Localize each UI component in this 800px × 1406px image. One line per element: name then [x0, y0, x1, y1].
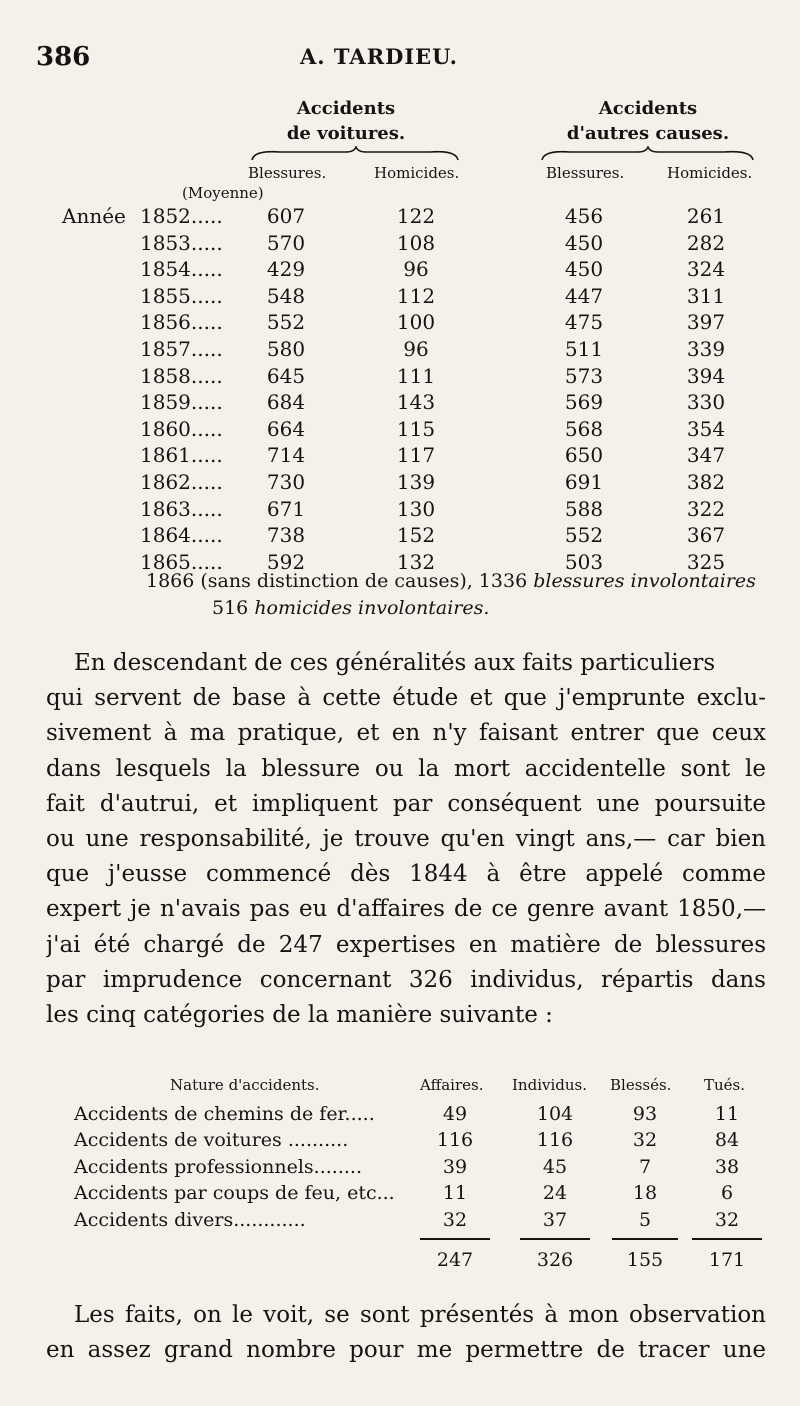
autres-blessures-cell: 503: [564, 549, 604, 574]
voitures-blessures-cell: 570: [266, 230, 306, 255]
individus-cell: 24: [542, 1182, 568, 1205]
tues-cell: 84: [714, 1129, 740, 1152]
voitures-blessures-cell: 664: [266, 416, 306, 441]
year-cell: 1856.....: [140, 310, 223, 335]
voitures-blessures-cell: 592: [266, 549, 306, 574]
year-row: [0, 364, 800, 390]
note-1866-line1: [146, 570, 756, 592]
col-header-homicides: Homicides.: [374, 164, 460, 182]
year-cell: 1861.....: [140, 443, 223, 468]
year-row: [0, 470, 800, 496]
autres-blessures-cell: 456: [564, 204, 604, 228]
individus-cell: 104: [536, 1103, 574, 1125]
page-number: 386: [36, 42, 91, 72]
t2-header-blesses: Blessés.: [610, 1076, 672, 1094]
year-cell: 1853.....: [140, 230, 223, 255]
paragraph-line: les cinq catégories de la manière suivante :: [46, 1002, 553, 1029]
accident-label: Accidents divers............: [74, 1208, 306, 1231]
year-row: [0, 523, 800, 549]
paragraph-line: sivement à ma pratique, et en n'y faisant entrer que ceux: [46, 720, 766, 747]
year-row: [0, 417, 800, 443]
annee-label: Année: [62, 204, 126, 228]
year-row: [0, 231, 800, 257]
affaires-cell: 11: [442, 1182, 468, 1205]
voitures-blessures-cell: 730: [266, 470, 306, 494]
year-row: [0, 204, 800, 230]
total-rule: [420, 1238, 490, 1240]
autres-homicides-cell: 311: [686, 283, 726, 308]
autres-homicides-cell: 394: [686, 363, 726, 388]
voitures-blessures-cell: 671: [266, 496, 306, 521]
blesses-cell: 18: [632, 1182, 658, 1205]
paragraph-line: j'ai été chargé de 247 expertises en matière de blessures: [46, 931, 766, 958]
affaires-cell: 39: [442, 1155, 468, 1178]
year-cell: 1858.....: [140, 363, 223, 388]
accident-row: [0, 1103, 800, 1127]
year-row: [0, 284, 800, 310]
voitures-homicides-cell: 96: [403, 337, 429, 361]
group-heading-line: d'autres causes.: [566, 123, 730, 144]
paragraph-line: En descendant de ces généralités aux faits particuliers: [74, 650, 716, 676]
total-individus: 326: [536, 1249, 574, 1271]
voitures-homicides-cell: 152: [396, 523, 436, 548]
paragraph-line: qui servent de base à cette étude et que j'emprunte exclu-: [46, 685, 766, 712]
voitures-blessures-cell: 714: [266, 443, 306, 468]
accident-row: [0, 1182, 800, 1206]
voitures-homicides-cell: 122: [396, 204, 436, 228]
voitures-blessures-cell: 580: [266, 337, 306, 361]
year-row: [0, 337, 800, 363]
group-heading-line: Accidents: [598, 98, 698, 119]
autres-blessures-cell: 588: [564, 496, 604, 521]
affaires-cell: 49: [442, 1103, 468, 1125]
total-rule: [520, 1238, 590, 1240]
accident-label: Accidents par coups de feu, etc...: [74, 1182, 395, 1205]
autres-homicides-cell: 282: [686, 230, 726, 255]
autres-blessures-cell: 450: [564, 230, 604, 255]
year-row: [0, 497, 800, 523]
group-heading-autres: [548, 96, 748, 146]
note-1866-blessures: blessures involontaires: [533, 570, 756, 592]
col-header-homicides: Homicides.: [667, 164, 753, 182]
voitures-blessures-cell: 738: [266, 523, 306, 548]
paragraph-line: expert je n'avais pas eu d'affaires de ce genre avant 1850,—: [46, 896, 766, 923]
individus-cell: 45: [542, 1155, 568, 1178]
voitures-homicides-cell: 130: [396, 496, 436, 521]
autres-blessures-cell: 511: [564, 337, 604, 361]
year-row: [0, 257, 800, 283]
brace-right: [540, 146, 755, 162]
totals-row: [0, 1249, 800, 1273]
paragraph-line: que j'eusse commencé dès 1844 à être appelé comme: [46, 861, 766, 888]
voitures-homicides-cell: 112: [396, 283, 436, 308]
voitures-homicides-cell: 100: [396, 310, 436, 335]
autres-homicides-cell: 382: [686, 470, 726, 494]
voitures-blessures-cell: 429: [266, 257, 306, 282]
autres-homicides-cell: 261: [686, 204, 726, 228]
autres-blessures-cell: 475: [564, 310, 604, 335]
group-heading-line: Accidents: [296, 98, 396, 119]
t2-header-affaires: Affaires.: [420, 1076, 484, 1094]
autres-homicides-cell: 347: [686, 443, 726, 468]
col-header-blessures: Blessures.: [546, 164, 625, 182]
autres-homicides-cell: 330: [686, 390, 726, 415]
running-head: A. TARDIEU.: [300, 44, 458, 69]
col-header-blessures: Blessures.: [248, 164, 327, 182]
affaires-cell: 32: [442, 1208, 468, 1231]
voitures-homicides-cell: 111: [396, 363, 436, 388]
individus-cell: 116: [536, 1129, 574, 1152]
affaires-cell: 116: [436, 1129, 474, 1152]
voitures-blessures-cell: 645: [266, 363, 306, 388]
autres-blessures-cell: 569: [564, 390, 604, 415]
total-tues: 171: [708, 1249, 746, 1271]
autres-homicides-cell: 324: [686, 257, 726, 282]
individus-cell: 37: [542, 1208, 568, 1231]
accident-row: [0, 1209, 800, 1233]
year-cell: 1857.....: [140, 337, 223, 361]
accident-label: Accidents professionnels........: [74, 1155, 362, 1178]
autres-blessures-cell: 650: [564, 443, 604, 468]
voitures-blessures-cell: 607: [266, 204, 306, 228]
year-cell: 1854.....: [140, 257, 223, 282]
note-1866-homicides: homicides involontaires.: [254, 597, 490, 619]
group-heading-line: de voitures.: [286, 123, 406, 144]
t2-header-nature: Nature d'accidents.: [170, 1076, 320, 1094]
year-cell: 1860.....: [140, 416, 223, 441]
paragraph-line: en assez grand nombre pour me permettre de tracer une: [46, 1337, 766, 1364]
paragraph-line: dans lesquels la blessure ou la mort accidentelle sont le: [46, 755, 766, 782]
total-blesses: 155: [626, 1249, 664, 1271]
blesses-cell: 32: [632, 1129, 658, 1152]
voitures-blessures-cell: 548: [266, 283, 306, 308]
note-1866-num: 516: [212, 597, 255, 619]
total-rule: [612, 1238, 678, 1240]
year-row: [0, 390, 800, 416]
autres-blessures-cell: 450: [564, 257, 604, 282]
t2-header-tues: Tués.: [704, 1076, 746, 1094]
autres-homicides-cell: 397: [686, 310, 726, 335]
autres-blessures-cell: 691: [564, 470, 604, 494]
year-cell: 1855.....: [140, 283, 223, 308]
group-heading-voitures: [276, 96, 416, 146]
autres-blessures-cell: 573: [564, 363, 604, 388]
moyenne-label: (Moyenne): [182, 184, 264, 202]
autres-homicides-cell: 354: [686, 416, 726, 441]
autres-blessures-cell: 447: [564, 283, 604, 308]
voitures-blessures-cell: 552: [266, 310, 306, 335]
tues-cell: 11: [714, 1103, 740, 1125]
voitures-homicides-cell: 96: [403, 257, 429, 282]
blesses-cell: 7: [638, 1155, 652, 1178]
autres-blessures-cell: 552: [564, 523, 604, 548]
autres-homicides-cell: 325: [686, 549, 726, 574]
year-cell: 1863.....: [140, 496, 223, 521]
accident-label: Accidents de chemins de fer.....: [74, 1103, 375, 1125]
voitures-homicides-cell: 108: [396, 230, 436, 255]
paragraph-line: par imprudence concernant 326 individus, répartis dans: [46, 966, 766, 993]
total-affaires: 247: [436, 1249, 474, 1271]
paragraph-line: fait d'autrui, et impliquent par conséquent une poursuite: [46, 790, 766, 817]
year-cell: 1862.....: [140, 470, 223, 494]
blesses-cell: 93: [632, 1103, 658, 1125]
paragraph-line: ou une responsabilité, je trouve qu'en vingt ans,— car bien: [46, 826, 766, 853]
year-cell: 1859.....: [140, 390, 223, 415]
blesses-cell: 5: [638, 1208, 652, 1231]
autres-blessures-cell: 568: [564, 416, 604, 441]
year-cell: 1864.....: [140, 523, 223, 548]
total-rule: [692, 1238, 762, 1240]
accident-label: Accidents de voitures ..........: [74, 1129, 349, 1152]
voitures-homicides-cell: 139: [396, 470, 436, 494]
paragraph-2: [46, 1298, 766, 1368]
autres-homicides-cell: 339: [686, 337, 726, 361]
voitures-homicides-cell: 117: [396, 443, 436, 468]
tues-cell: 38: [714, 1155, 740, 1178]
autres-homicides-cell: 322: [686, 496, 726, 521]
voitures-blessures-cell: 684: [266, 390, 306, 415]
t2-header-individus: Individus.: [512, 1076, 587, 1094]
tues-cell: 32: [714, 1208, 740, 1231]
year-cell: 1852.....: [140, 204, 223, 228]
accident-row: [0, 1129, 800, 1153]
note-1866-prefix: 1866 (sans distinction de causes), 1336: [146, 570, 534, 592]
voitures-homicides-cell: 143: [396, 390, 436, 415]
autres-homicides-cell: 367: [686, 523, 726, 548]
voitures-homicides-cell: 115: [396, 416, 436, 441]
year-row: [0, 310, 800, 336]
note-1866-line2: [212, 597, 489, 619]
paragraph-1: [46, 646, 766, 1033]
accident-row: [0, 1156, 800, 1180]
tues-cell: 6: [720, 1182, 734, 1205]
year-cell: 1865.....: [140, 549, 223, 574]
voitures-homicides-cell: 132: [396, 549, 436, 574]
paragraph-line: Les faits, on le voit, se sont présentés à mon observation: [74, 1302, 766, 1328]
brace-left: [250, 146, 460, 162]
year-row: [0, 443, 800, 469]
